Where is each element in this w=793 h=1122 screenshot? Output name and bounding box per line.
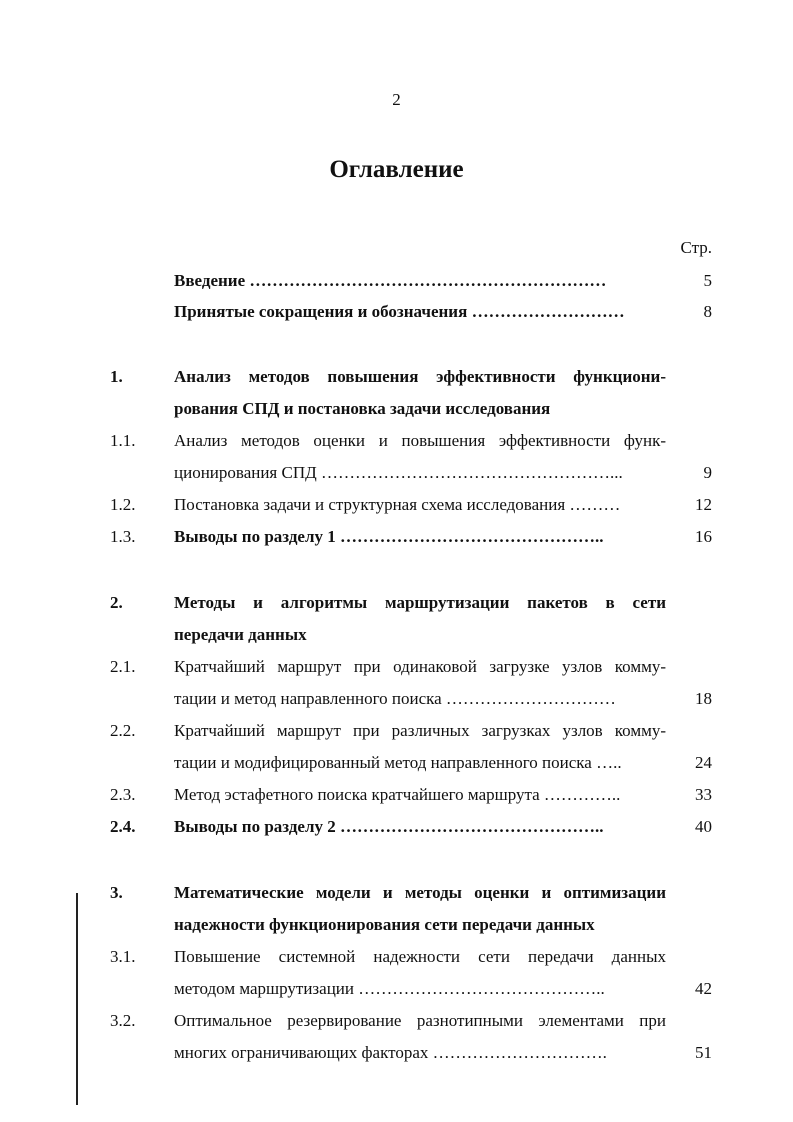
- toc-entry-text-line2: передачи данных: [174, 625, 307, 644]
- toc-entry-text-line1: Повышение системной надежности сети передачи данных: [174, 947, 666, 966]
- toc-entry-text: Введение ………………………………………………………: [174, 271, 607, 290]
- leader-dots: ………………………………………………………: [249, 271, 607, 290]
- toc-entry-text: Выводы по разделу 1 ………………………………………..: [174, 527, 604, 546]
- scan-margin-line: [76, 893, 78, 1105]
- toc-entry-number: 1.: [110, 367, 123, 386]
- toc-entry-number: 1.1.: [110, 431, 136, 450]
- toc-entry-text: Принятые сокращения и обозначения ………………………: [174, 302, 625, 321]
- toc-entry-text-line2: рования СПД и постановка задачи исследования: [174, 399, 551, 418]
- toc-entry-text-line2: ционирования СПД ……………………………………………...: [174, 463, 623, 482]
- toc-entry-number: 2.: [110, 593, 123, 612]
- toc-entry-number: 2.4.: [110, 817, 136, 836]
- toc-entry-page: 33: [695, 785, 712, 804]
- toc-entry-page: 5: [703, 271, 712, 290]
- toc-entry-text-line2: надежности функционирования сети передачи данных: [174, 915, 595, 934]
- toc-entry-number: 2.2.: [110, 721, 136, 740]
- leader-dots: ………………………………………..: [340, 527, 604, 546]
- toc-entry-number: 1.2.: [110, 495, 136, 514]
- toc-entry-text-line1: Кратчайший маршрут при различных загрузках узлов комму-: [174, 721, 666, 740]
- toc-title: Оглавление: [329, 156, 464, 183]
- toc-entry-text-line2: методом маршрутизации ……………………………………..: [174, 979, 605, 998]
- leader-dots: …………………………: [445, 689, 616, 708]
- leader-dots: ……………………………………………...: [320, 463, 623, 482]
- leader-dots: …………..: [543, 785, 621, 804]
- toc-entry-text-line1: Анализ методов повышения эффективности функциони-: [174, 367, 666, 386]
- toc-entry-number: 3.2.: [110, 1011, 136, 1030]
- toc-entry-number: 3.1.: [110, 947, 136, 966]
- toc-entry-text: Выводы по разделу 2 ………………………………………..: [174, 817, 604, 836]
- toc-entry-text-line2: тации и метод направленного поиска …………………………: [174, 689, 616, 708]
- toc-entry-number: 2.3.: [110, 785, 136, 804]
- toc-entry-page: 42: [695, 979, 712, 998]
- toc-entry-text-line1: Кратчайший маршрут при одинаковой загрузке узлов комму-: [174, 657, 666, 676]
- leader-dots: …..: [596, 753, 622, 772]
- toc-entry-text: Метод эстафетного поиска кратчайшего маршрута …………..: [174, 785, 621, 804]
- leader-dots: ……………………………………..: [358, 979, 605, 998]
- toc-entry-page: 8: [703, 302, 712, 321]
- toc-entry-text-line2: тации и модифицированный метод направленного поиска …..: [174, 753, 622, 772]
- toc-entry-number: 3.: [110, 883, 123, 902]
- leader-dots: ………………………: [471, 302, 625, 321]
- toc-entry-number: 1.3.: [110, 527, 136, 546]
- toc-entry-page: 18: [695, 689, 712, 708]
- toc-entry-number: 2.1.: [110, 657, 136, 676]
- page-column-header: Стр.: [680, 238, 712, 257]
- toc-entry-text-line2: многих ограничивающих факторах ………………………….: [174, 1043, 607, 1062]
- toc-entry-text-line1: Оптимальное резервирование разнотипными элементами при: [174, 1011, 666, 1030]
- toc-entry-page: 16: [695, 527, 712, 546]
- toc-entry-page: 40: [695, 817, 712, 836]
- toc-entry-text: Постановка задачи и структурная схема исследования ………: [174, 495, 621, 514]
- toc-entry-text-line1: Математические модели и методы оценки и оптимизации: [174, 883, 666, 902]
- toc-entry-page: 9: [703, 463, 712, 482]
- leader-dots: ………………………………………..: [340, 817, 604, 836]
- toc-entry-text-line1: Анализ методов оценки и повышения эффективности функ-: [174, 431, 666, 450]
- toc-entry-page: 12: [695, 495, 712, 514]
- toc-entry-text-line1: Методы и алгоритмы маршрутизации пакетов в сети: [174, 593, 666, 612]
- leader-dots: ………: [569, 495, 621, 514]
- toc-entry-page: 51: [695, 1043, 712, 1062]
- toc-entry-page: 24: [695, 753, 712, 772]
- leader-dots: ………………………….: [432, 1043, 607, 1062]
- page-number: 2: [392, 90, 401, 109]
